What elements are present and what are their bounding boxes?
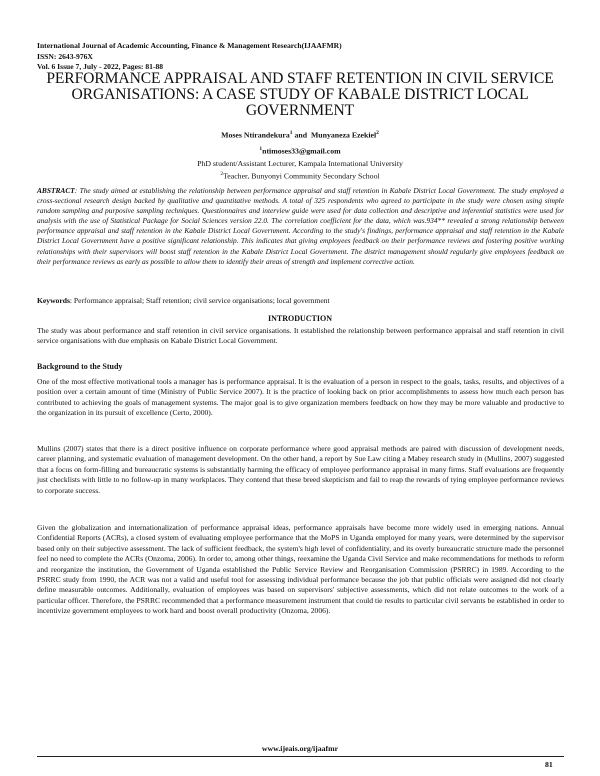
email-address: ntimoses33@gmail.com bbox=[262, 146, 341, 156]
journal-name: International Journal of Academic Accounting, Finance & Management Research(IJAAFMR) bbox=[37, 41, 342, 50]
affiliation-2-sup: 2 bbox=[220, 171, 224, 177]
journal-volume: Vol. 6 Issue 7, July - 2022, Pages: 81-88 bbox=[37, 62, 164, 72]
abstract-text: : The study aimed at establishing the relationship between performance appraisal and staff retention in Kabale District Local Government. The study employed a cross-sectional research design backed by qualitative and quantitative methods. A total of 325 respondents who agreed to participate in the study were chosen using simple random sampling and purposive sampling techniques. Questionnaires and interview guide were used for data collection and descriptive and inferential statistics were used for analysis with the use of Statistical Package for Social Sciences version 22.0. The correlation coefficient for the data, which was.934** revealed a strong relationship between performance appraisal and staff retention in the Kabale District Local Government. According to the study's findings, performance appraisal and staff retention in the Kabale District Local Government have a positive significant relationship. This indicates that giving employees feedback on their performance reviews and fostering positive working relationships with their supervisors will boost staff retention in the Kabale District Local Government. The district management should regularly give employees feedback on their performance reviews as early as possible to allow them to identify their areas of strength and implement corrective action. bbox=[37, 186, 564, 266]
page-number: 81 bbox=[545, 760, 553, 769]
email-sup: 1 bbox=[259, 146, 263, 152]
author-2: Munyaneza Ezekiel bbox=[310, 130, 377, 140]
author-line bbox=[40, 130, 560, 140]
background-paragraph-1: One of the most effective motivational tools a manager has is performance appraisal. It is the evaluation of a person in respect to the goals, tasks, results, and objectives of a position over a certain amount of time (Ministry of Public Service 2007). It is the practice of looking back on prior accomplishments to assess how much each person has contributed to achieving the goals of management systems. The major goal is to give organization members feedback on how they may be more valuable and productive to the organization in its pursuit of excellence (Certo, 2000). bbox=[37, 377, 564, 418]
paper-title: PERFORMANCE APPRAISAL AND STAFF RETENTION IN CIVIL SERVICE ORGANISATIONS: A CASE STUDY OF KABALE DISTRICT LOCAL GOVERNMENT bbox=[46, 70, 554, 119]
affiliation-1: PhD student/Assistant Lecturer, Kampala International University bbox=[197, 159, 403, 168]
background-heading: Background to the Study bbox=[37, 362, 123, 371]
journal-header bbox=[37, 41, 342, 73]
author-1-sup: 1 bbox=[289, 130, 293, 136]
introduction-heading: INTRODUCTION bbox=[267, 314, 332, 323]
affiliation-2: Teacher, Bunyonyi Community Secondary School bbox=[223, 171, 380, 181]
keywords-text: : Performance appraisal; Staff retention; civil service organisations; local government bbox=[69, 296, 330, 305]
keywords-label: Keywords bbox=[37, 296, 70, 305]
author-1: Moses Ntirandekura bbox=[221, 130, 290, 140]
footer-divider bbox=[37, 756, 564, 757]
keywords bbox=[37, 296, 564, 305]
author-and: and bbox=[292, 130, 311, 140]
abstract-label: ABSTRACT bbox=[37, 186, 75, 195]
affiliation-2-line bbox=[40, 169, 560, 182]
background-paragraph-3: Given the globalization and internationalization of performance appraisal ideas, performance appraisals have become more widely used in emerging nations. Annual Confidential Reports (ACRs), a closed system of evaluating employee performance that the MoPS in Uganda employed for many years, were determined by the supervisor based only on their subjective assessment. The lack of sufficient feedback, the system's high level of confidentiality, and its overly bureaucratic structure made the personnel feel no need to complete the ACRs (Onzoma, 2006). In order to, among other things, reexamine the Uganda Civil Service and make recommendations for methods to reform and reorganize the institution, the Government of Uganda established the Public Service Review and Reorganisation Commission (PSRRC) in 1989. According to the PSRRC study from 1990, the ACR was not a valid and useful tool for assessing individual performance because the job that public officials were assigned did not clearly define measurable outcomes. Additionally, evaluation of employees was based on supervisors' subjective assessments, which did not relate outcomes to the work of a particular officer. Therefore, the PSRRC recommended that a performance measurement instrument that could tie results to particular civil servants be established in order to incentivize government employees to work hard and boost overall productivity (Onzoma, 2006). bbox=[37, 523, 564, 616]
introduction-paragraph: The study was about performance and staff retention in civil service organisations. It established the relationship between performance appraisal and staff retention in civil service organisations with due emphasis on Kabale District Local Government. bbox=[37, 326, 564, 346]
journal-issn: ISSN: 2643-976X bbox=[37, 51, 93, 61]
affiliations bbox=[40, 158, 560, 182]
author-2-sup: 2 bbox=[376, 130, 379, 136]
background-paragraph-2: Mullins (2007) states that there is a direct positive influence on corporate performance where good appraisal methods are paired with discussion of development needs, career planning, and systematic evaluation of management development. On the other hand, a report by Sue Law citing a Mabey research study in (Mullins, 2007) suggested that a focus on form-filling and bureaucratic systems is substantially harming the efficacy of employee performance appraisal in many firms. Staff evaluations are frequently just checklists with little to no follow-up in many workplaces. They contend that these breed skepticism and fail to reap the rewards of tying employee performance reviews to corporate success. bbox=[37, 444, 564, 495]
abstract bbox=[37, 186, 564, 267]
footer-url: www.ijeais.org/ijaafmr bbox=[261, 744, 339, 753]
author-email bbox=[40, 146, 560, 156]
